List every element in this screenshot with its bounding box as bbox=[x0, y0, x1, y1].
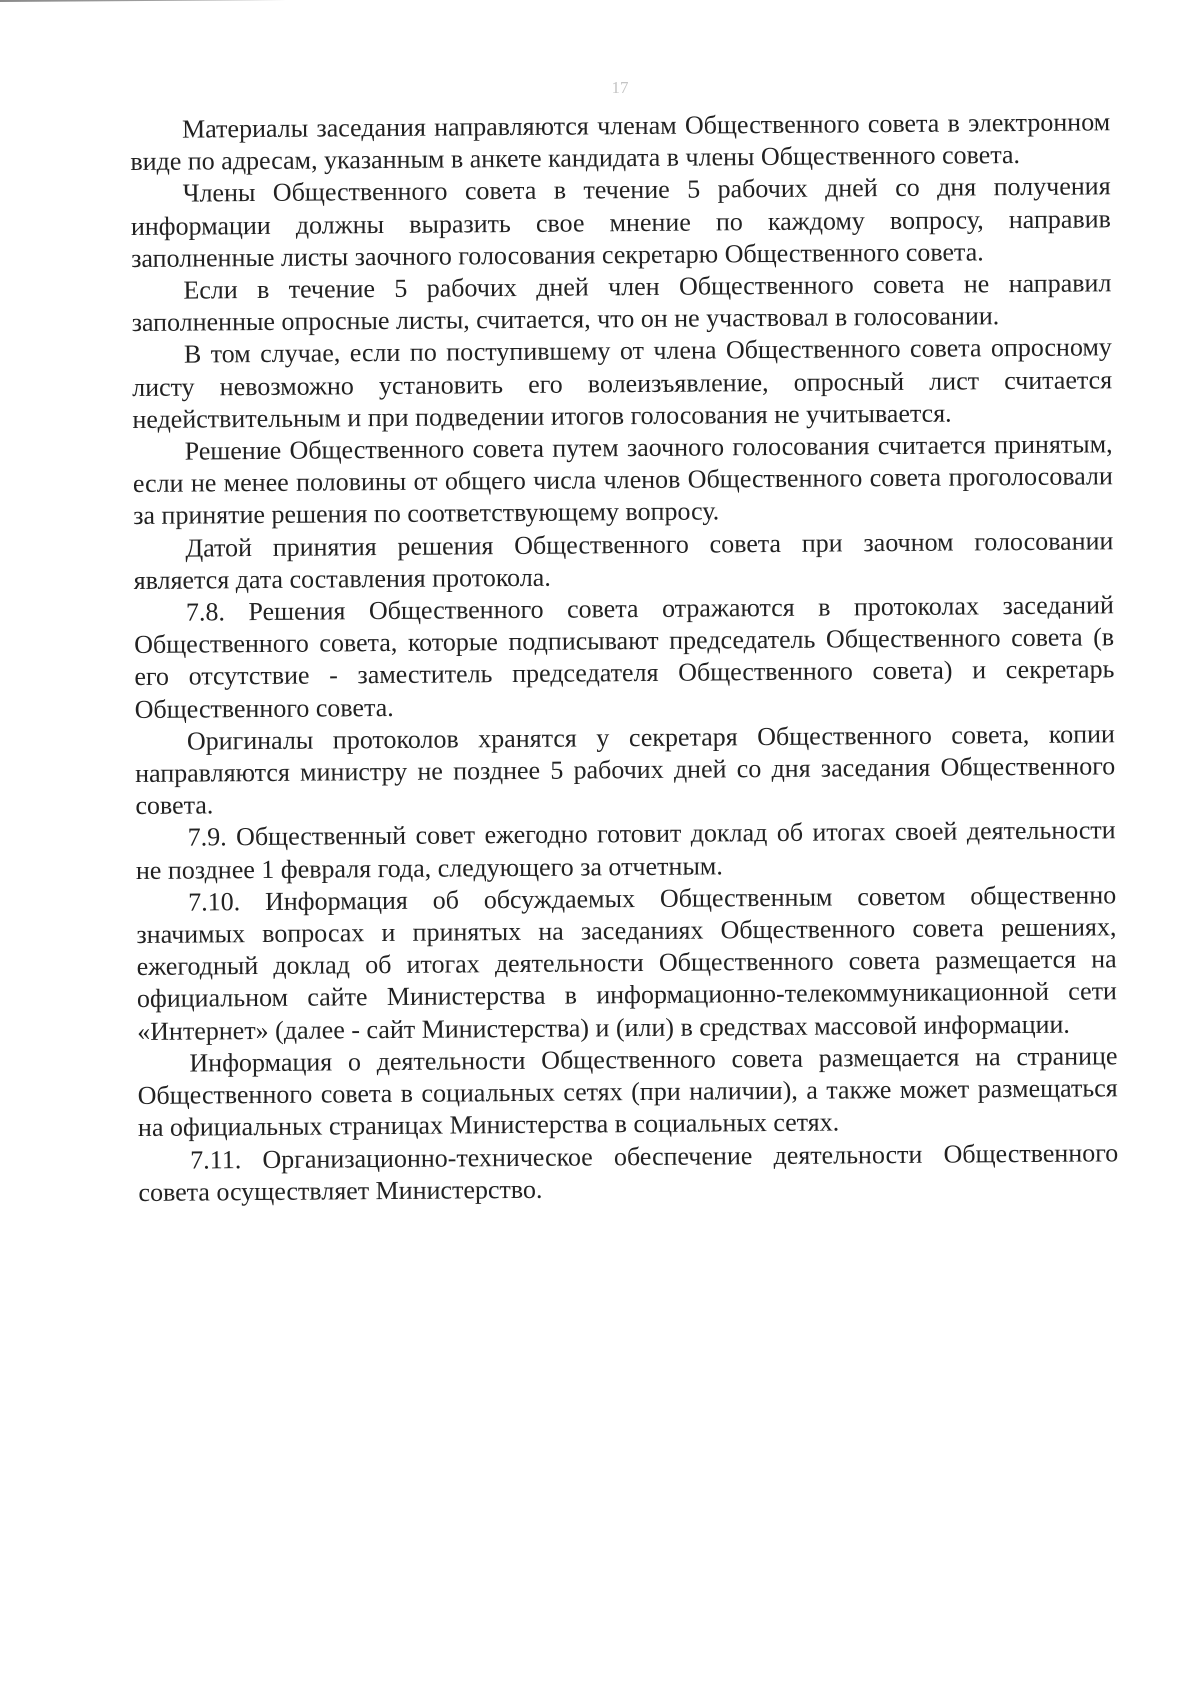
paragraph-members-opinion: Члены Общественного совета в течение 5 рабочих дней со дня получения информации должны выразить свое мнение по каждому вопросу, направив заполненные листы заочного голосования секретарю Общественного совета. bbox=[130, 171, 1111, 273]
paragraph-clause-7-8: 7.8. Решения Общественного совета отражаются в протоколах заседаний Общественного совета, которые подписывают председатель Общественного совета (в его отсутствие - заместитель председателя Общественного совета) и секретарь Общественного совета. bbox=[134, 590, 1115, 724]
document-body bbox=[130, 106, 1119, 1209]
scan-edge-line bbox=[0, 0, 480, 2]
paragraph-invalid-ballot: В том случае, если по поступившему от члена Общественного совета опросному листу невозможно установить его волеизъявление, опросный лист считается недействительным и при подведении итогов голосования не учитывается. bbox=[132, 332, 1113, 434]
paragraph-decision-adopted: Решение Общественного совета путем заочного голосования считается принятым, если не менее половины от общего числа членов Общественного совета проголосовали за принятие решения по соответствующему вопросу. bbox=[132, 429, 1113, 531]
paragraph-social-networks: Информация о деятельности Общественного совета размещается на странице Общественного совета в социальных сетях (при наличии), а также может размещаться на официальных страницах Министерства в социальных сетях. bbox=[137, 1041, 1118, 1143]
paragraph-not-sent: Если в течение 5 рабочих дней член Общественного совета не направил заполненные опросные листы, считается, что он не участвовал в голосовании. bbox=[131, 268, 1112, 338]
paragraph-clause-7-10: 7.10. Информация об обсуждаемых Общественным советом общественно значимых вопросах и принятых на заседаниях Общественного совета решениях, ежегодный доклад об итогах деятельности Общественного совета размещается на официальном сайте Министерства в информационно-телекоммуникационной сети «Интернет» (далее - сайт Министерства) и (или) в средствах массовой информации. bbox=[136, 880, 1118, 1046]
paragraph-decision-date: Датой принятия решения Общественного совета при заочном голосовании является дата составления протокола. bbox=[133, 525, 1114, 595]
paragraph-clause-7-11: 7.11. Организационно-техническое обеспечение деятельности Общественного совета осуществляет Министерство. bbox=[138, 1137, 1119, 1207]
paragraph-clause-7-9: 7.9. Общественный совет ежегодно готовит доклад об итогах своей деятельности не позднее 1 февраля года, следующего за отчетным. bbox=[135, 815, 1116, 885]
paragraph-materials: Материалы заседания направляются членам Общественного совета в электронном виде по адресам, указанным в анкете кандидата в члены Общественного совета. bbox=[130, 107, 1111, 177]
paragraph-protocol-originals: Оригиналы протоколов хранятся у секретаря Общественного совета, копии направляются министру не позднее 5 рабочих дней со дня заседания Общественного совета. bbox=[135, 719, 1116, 821]
page-number: 17 bbox=[611, 78, 629, 97]
